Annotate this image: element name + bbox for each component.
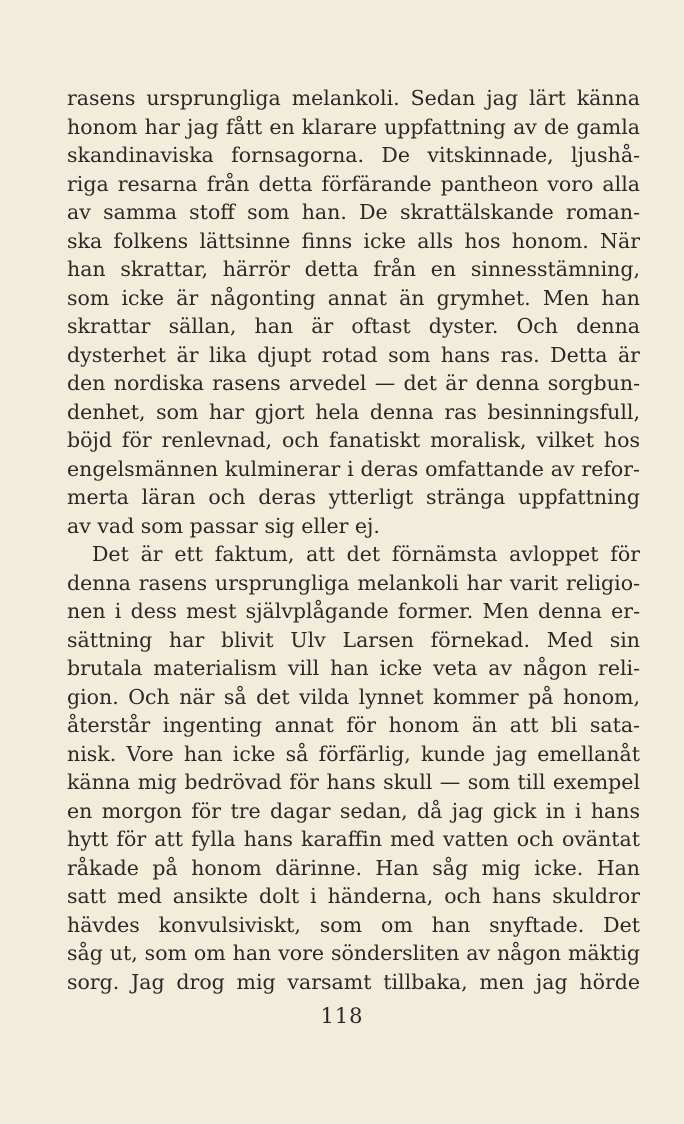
text-line: sorg. Jag drog mig varsamt tillbaka, men jag hörde [67, 969, 640, 994]
text-line: böjd för renlevnad, och fanatiskt moralisk, vilket hos [67, 428, 640, 452]
text-line: denhet, som har gjort hela denna ras besinningsfull, [67, 399, 640, 424]
text-line: dysterhet är lika djupt rotad som hans ras. Detta är [67, 342, 640, 367]
text-line: sättning har blivit Ulv Larsen förnekad. Med sin [67, 627, 640, 652]
text-line: gion. Och när så det vilda lynnet kommer på honom, [67, 684, 640, 709]
text-line: honom har jag fått en klarare uppfattning av de gamla [67, 114, 640, 139]
page-number: 118 [320, 1004, 364, 1028]
text-line: såg ut, som om han vore söndersliten av någon mäktig [67, 941, 640, 965]
text-line: engelsmännen kulminerar i deras omfattande av refor- [67, 456, 640, 481]
text-line: nen i dess mest självplågande former. Men denna er- [67, 599, 640, 623]
text-line: råkade på honom därinne. Han såg mig icke. Han [67, 855, 640, 880]
text-line: ska folkens lättsinne finns icke alls hos honom. När [67, 228, 640, 253]
text-line: av samma stoff som han. De skrattälskande roman- [67, 200, 640, 224]
text-line: riga resarna från detta förfärande pantheon voro alla [67, 171, 640, 196]
text-line: denna rasens ursprungliga melankoli har varit religio- [67, 570, 640, 595]
text-line: rasens ursprungliga melankoli. Sedan jag lärt känna [67, 86, 640, 110]
paragraph-start-line: Det är ett faktum, att det förnämsta avloppet för [92, 542, 640, 566]
text-line: nisk. Vore han icke så förfärlig, kunde jag emellanåt [67, 741, 640, 766]
paragraph-end-line: av vad som passar sig eller ej. [67, 513, 380, 538]
text-line: merta läran och deras ytterligt stränga uppfattning [67, 485, 640, 509]
text-line: som icke är någonting annat än grymhet. Men han [67, 285, 640, 310]
text-line: skandinaviska fornsagorna. De vitskinnade, ljushå- [67, 143, 640, 167]
text-line: känna mig bedrövad för hans skull — som till exempel [67, 770, 640, 794]
text-line: återstår ingenting annat för honom än att bli sata- [67, 713, 640, 737]
text-line: hävdes konvulsiviskt, som om han snyftade. Det [67, 912, 640, 937]
text-line: en morgon för tre dagar sedan, då jag gick in i hans [67, 798, 640, 823]
text-line: han skrattar, härrör detta från en sinnesstämning, [67, 257, 640, 281]
text-line: brutala materialism vill han icke veta av någon reli- [67, 656, 640, 680]
text-line: skrattar sällan, han är oftast dyster. Och denna [67, 314, 640, 338]
text-line: satt med ansikte dolt i händerna, och hans skuldror [67, 884, 640, 908]
body-text [67, 84, 640, 996]
text-line: hytt för att fylla hans karaffin med vatten och oväntat [67, 827, 640, 851]
text-line: den nordiska rasens arvedel — det är denna sorgbun- [67, 371, 640, 395]
